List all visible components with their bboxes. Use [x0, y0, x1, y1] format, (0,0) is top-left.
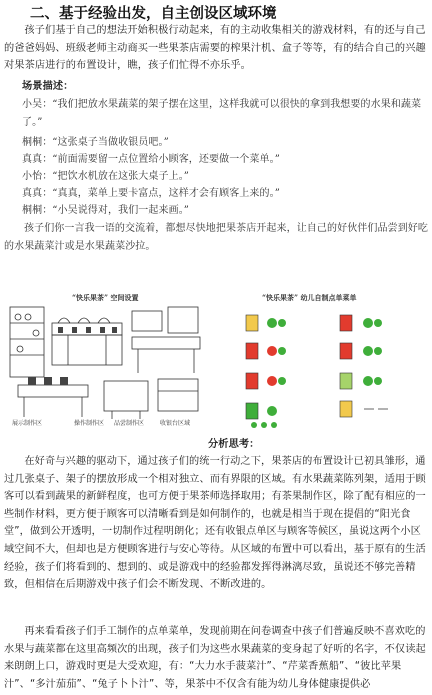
dialogue-line: 桐桐：“这张桌子当做收银员吧。” [22, 137, 169, 148]
analysis-paragraph: 在好奇与兴趣的驱动下，通过孩子们的统一行动之下，果茶店的布置设计已初具雏形，通过几张桌子、架子的摆放形成一个相对独立、而有界限的区域。有水果蔬菜陈列架，适用于顾客可以看到蔬果的新鲜程度，也可方便于果茶师选择取用；有茶果制作区，除了配有相应的一些制作材料，更方便于顾客可以清晰看到是如何制作的，也就是相当于现在提倡的“阳光食堂”，做到公开透明，一切制作过程明朗化；还有收银点单区与顾客等候区，虽说这两个小区域空间不大，但却也是方便顾客进行与安心等待。从区域的布置中可以看出，基于原有的生活经验，孩子们将看到的、想到的、或是游戏中的经验都发挥得淋漓尽致，虽说还不够完善精致，但相信在后期游戏中孩子们会不断发现、不断改进的。 [4, 456, 426, 591]
dialogue-line: 真真：“真真，菜单上要卡富点，这样才会有顾客上来的。” [22, 188, 280, 199]
analysis-paragraph: 再来看看孩子们手工制作的点单菜单，发现前期在问卷调查中孩子们普遍反映不喜欢吃的水果与蔬菜都在这里高频次的出现，孩子们为这些水果蔬菜的变身起了好听的名字，不仅读起来朗朗上口，游戏时更是大受欢迎，有：“大力水手菠菜汁”、“芹菜香蕉船”、“彼比苹果汁”、“多汁茄茄”、“兔子卜卜汁”、等，果茶中不仅含有能为幼儿身体健康提供必 [4, 626, 426, 690]
space-layout-figure [8, 293, 204, 429]
analysis-heading: 分析思考： [208, 439, 260, 450]
zone-caption: 操作制作区 [74, 420, 105, 427]
dialogue-line: 桐桐：“小吴说得对，我们一起来画。” [22, 205, 190, 216]
dialogue-line: 小怡：“把饮水机放在这张大桌子上。” [22, 171, 190, 182]
dialogue-summary: 孩子们你一言我一语的交流着，都想尽快地把果茶店开起来，让自己的好伙伴们品尝到好吃的水果蔬菜汁或是水果蔬菜沙拉。 [4, 223, 428, 252]
kids-menu-figure [228, 293, 424, 433]
space-layout-drawing [8, 293, 204, 429]
zone-caption: 收银台区域 [160, 420, 191, 427]
scene-heading: 场景描述： [22, 81, 74, 92]
dialogue-line: 小吴：“我们把放水果蔬菜的架子摆在这里，这样我就可以很快的拿到我想要的水果和蔬菜了。” [22, 99, 422, 128]
zone-caption: 品尝制作区 [114, 420, 145, 427]
left-figure-title: “快乐果茶” 空间设置 [72, 293, 139, 302]
menu-drawing [228, 293, 424, 433]
dialogue-line: 真真：“前面需要留一点位置给小顾客，还要做一个菜单。” [22, 154, 280, 165]
zone-caption: 展示制作区 [12, 420, 43, 427]
intro-paragraph: 孩子们基于自己的想法开始积极行动起来，有的主动收集相关的游戏材料，有的还与自己的爸爸妈妈、班级老师主动商买一些果茶店需要的榨果汁机、盒子等等，有的结合自己的兴趣对果茶店进行的布置设计，瞧，孩子们忙得不亦乐乎。 [4, 25, 426, 72]
right-figure-title: “快乐果茶” 幼儿自制点单菜单 [262, 293, 357, 302]
section-title: 二、基于经验出发，自主创设区域环境 [30, 6, 277, 22]
